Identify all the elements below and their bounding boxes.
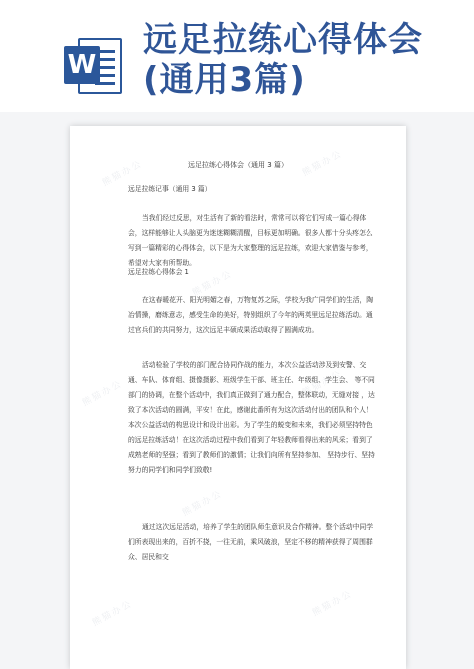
- title-line-2: (通用3篇): [143, 60, 306, 100]
- word-document-icon: [64, 34, 124, 96]
- watermark: 熊猫办公: [190, 269, 235, 299]
- document-subtitle: 远足拉练记事（通用 3 篇）: [128, 185, 212, 193]
- header-banner: [0, 0, 474, 112]
- body-paragraph-3: 通过这次远足活动，培养了学生的团队师生意识及合作精神。整个活动中同学们所表现出来的，百折不挠，一往无前，乘风破浪，坚定不移的精神获得了周围群众、居民和交: [128, 523, 374, 561]
- watermark: 熊猫办公: [100, 159, 145, 189]
- watermark: 熊猫办公: [310, 589, 355, 619]
- intro-paragraph: 当我们经过反思，对生活有了新的看法时，常常可以将它们写成一篇心得体会，这样能够让人头脑更为迷迷糊糊清醒，目标更加明确。很多人都十分头疼怎么写到一篇精彩的心得体会，以下是为大家整理的远足拉练，欢迎大家借鉴与参考，希望对大家有所帮助。: [128, 214, 373, 267]
- watermark: 熊猫办公: [300, 149, 345, 179]
- document-title: 远足拉练心得体会（通用 3 篇）: [188, 161, 288, 169]
- word-letter-badge: W: [64, 46, 100, 84]
- watermark: 熊猫办公: [80, 379, 125, 409]
- title-line-1: 远足拉练心得体会: [143, 20, 423, 60]
- watermark: 熊猫办公: [300, 369, 345, 399]
- body-paragraph-2: 活动检验了学校的部门配合协同作战的能力，本次公益活动涉及到安警、交通、车队、体育组、摄像摄影、班级学生干部、班主任、年级组、学生会、 等不同部门的协调，在整个活动中，我们真正做到了通力配合，整体联动，无缝对接 ，达致了本次活动的圆满，平安！在此，感谢此番所有为这次活动付出的团队和个人！本次公益活动的构思设计和设计出彩。为了学生的蜕变和未来，我们必须坚持特色的远足拉练活动！在这次活动过程中我们看到了年轻教师看得出来的风采；看到了成熟老师的坚强；看到了教师们的激情；让我们向所有坚持参加、 坚持步行、坚持努力的同学们和同学们致敬!: [128, 361, 375, 474]
- page-title: [143, 20, 463, 100]
- body-paragraph-1: 在这春暖花开、阳光明媚之春，万物复苏之际，学校为我广同学们的生活，陶冶情操，磨练意志，感受生命的美好，特别组织了今年的两英里远足拉练活动。通过官兵们的共同努力，这次远足丰硕成果活动取得了圆满成功。: [128, 296, 374, 334]
- document-preview-page: [70, 126, 406, 669]
- section-heading: 远足拉练心得体会 1: [128, 268, 189, 276]
- watermark: 熊猫办公: [90, 599, 135, 629]
- watermark: 熊猫办公: [180, 489, 225, 519]
